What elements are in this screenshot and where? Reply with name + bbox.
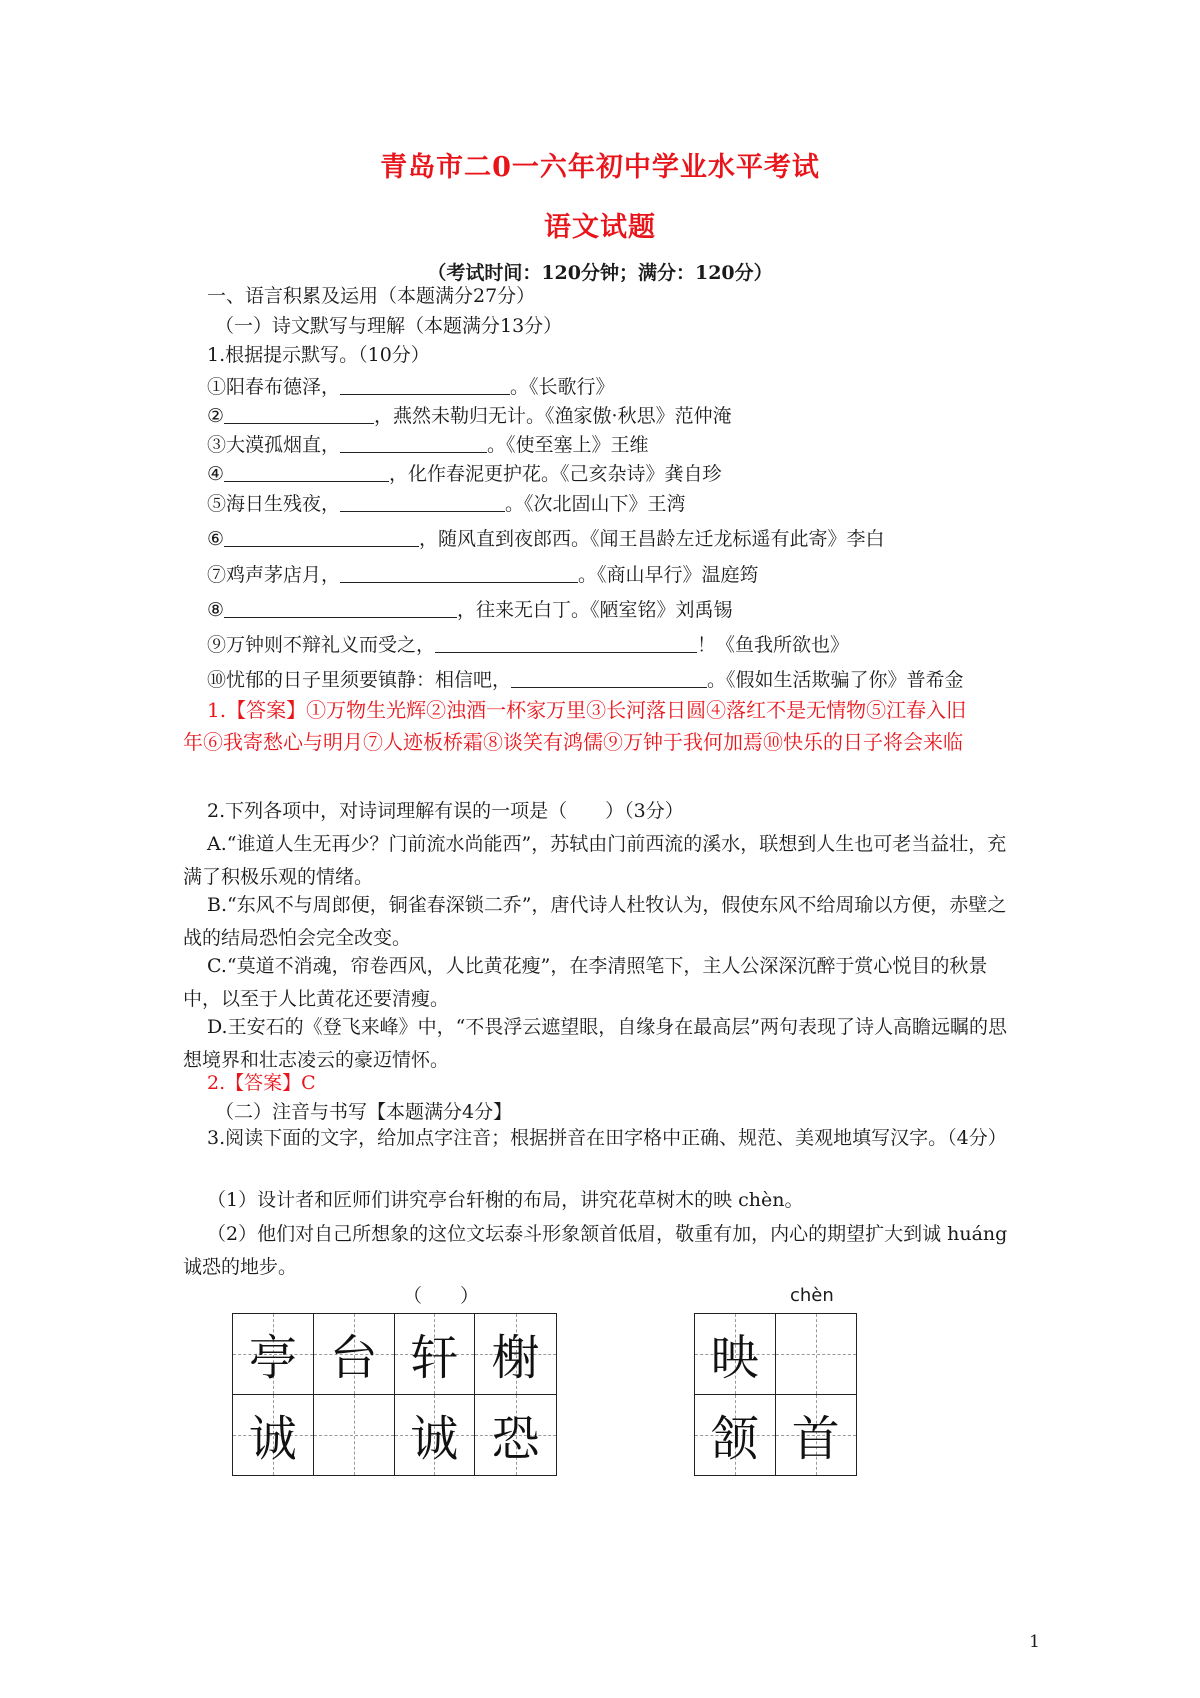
grid-cell: 榭 <box>475 1314 556 1395</box>
q1-answer: 1.【答案】①万物生光辉②浊酒一杯家万里③长河落日圆④落红不是无情物⑤江春入旧 <box>207 698 967 722</box>
q2-option-a: A.“谁道人生无再少？门前流水尚能西”，苏轼由门前西流的溪水，联想到人生也可老当益壮，充满了积极乐观的情绪。 <box>183 833 1007 888</box>
answer-blank[interactable] <box>224 528 419 547</box>
grid-cell: 亭 <box>233 1314 314 1395</box>
q2-option-d: D.王安石的《登飞来峰》中，“不畏浮云遮望眼，自缘身在最高层”两句表现了诗人高瞻远瞩的思想境界和壮志凌云的豪迈情怀。 <box>183 1016 1008 1071</box>
grid-cell: 首 <box>776 1395 857 1476</box>
grid-cell: 诚 <box>233 1395 314 1476</box>
q2-option-b: B.“东风不与周郎便，铜雀春深锁二乔”，唐代诗人杜牧认为，假使东风不给周瑜以方便，赤壁之战的结局恐怕会完全改变。 <box>183 894 1007 949</box>
grid-cell-empty[interactable] <box>314 1395 395 1476</box>
answer-blank[interactable] <box>340 493 505 512</box>
q1-item: ①阳春布德泽， 。《长歌行》 <box>207 376 615 398</box>
answer-blank[interactable] <box>224 599 457 618</box>
answer-blank[interactable] <box>340 434 487 453</box>
answer-blank[interactable] <box>435 634 697 653</box>
q1-item: ⑨万钟则不辩礼义而受之， ！《鱼我所欲也》 <box>207 634 850 656</box>
exam-title: 青岛市二0一六年初中学业水平考试 <box>380 152 820 183</box>
q2-prompt: 2.下列各项中，对诗词理解有误的一项是（ ）（3分） <box>207 800 684 822</box>
grid-cell: 颔 <box>695 1395 776 1476</box>
grid-cell: 台 <box>314 1314 395 1395</box>
q1-item: ⑤海日生残夜， 。《次北固山下》王湾 <box>207 493 686 515</box>
grid-cell: 轩 <box>395 1314 476 1395</box>
q2-option-c: C.“莫道不消魂，帘卷西风，人比黄花瘦”，在李清照笔下，主人公深深沉醉于赏心悦目的秋景中，以至于人比黄花还要清瘦。 <box>183 955 988 1010</box>
answer-blank[interactable] <box>340 564 578 583</box>
answer-blank[interactable] <box>224 463 389 482</box>
q1-prompt: 1.根据提示默写。（10分） <box>207 344 430 366</box>
pinyin-label: chèn <box>790 1285 834 1306</box>
part1-heading: （一）诗文默写与理解（本题满分13分） <box>215 315 563 337</box>
q2-answer: 2.【答案】C <box>207 1072 316 1094</box>
grid-cell: 恐 <box>475 1395 556 1476</box>
grid-cell: 映 <box>695 1314 776 1395</box>
page-number: 1 <box>1029 1632 1040 1652</box>
answer-blank[interactable] <box>340 376 510 395</box>
tianzige-grid-right <box>694 1313 857 1476</box>
q3-sentence-1: （1）设计者和匠师们讲究亭台轩榭的布局，讲究花草树木的映 chèn。 <box>207 1189 804 1211</box>
subject-title: 语文试题 <box>544 212 656 243</box>
q1-item: ② ，燕然未勒归无计。《渔家傲·秋思》范仲淹 <box>207 405 732 427</box>
grid-cell: 诚 <box>395 1395 476 1476</box>
q3-sentence-2: （2）他们对自己所想象的这位文坛泰斗形象颔首低眉，敬重有加，内心的期望扩大到诚 huáng 诚恐的地步。 <box>183 1223 1008 1278</box>
q1-answer-cont: 年⑥我寄愁心与明月⑦人迹板桥霜⑧谈笑有鸿儒⑨万钟于我何加焉⑩快乐的日子将会来临 <box>183 730 963 754</box>
part2-heading: （二）注音与书写【本题满分4分】 <box>215 1101 513 1123</box>
q1-item: ⑥ ，随风直到夜郎西。《闻王昌龄左迁龙标遥有此寄》李白 <box>207 528 885 550</box>
q3-prompt: 3.阅读下面的文字，给加点字注音；根据拼音在田字格中正确、规范、美观地填写汉字。（4分） <box>207 1127 1007 1149</box>
answer-blank[interactable] <box>511 669 707 688</box>
q1-item: ④ ，化作春泥更护花。《己亥杂诗》龚自珍 <box>207 463 722 485</box>
tianzige-grid-left <box>232 1313 557 1476</box>
q1-item: ⑦鸡声茅店月， 。《商山早行》温庭筠 <box>207 564 759 586</box>
q1-item: ③大漠孤烟直， 。《使至塞上》王维 <box>207 434 649 456</box>
answer-blank[interactable] <box>224 405 374 424</box>
section-heading: 一、语言积累及运用（本题满分27分） <box>207 285 536 307</box>
grid-cell-empty[interactable] <box>776 1314 857 1395</box>
q1-item: ⑩忧郁的日子里须要镇静：相信吧， 。《假如生活欺骗了你》普希金 <box>207 669 964 691</box>
pinyin-answer-slot[interactable]: （ ） <box>403 1285 480 1307</box>
exam-info: （考试时间：120分钟；满分：120分） <box>427 262 773 284</box>
q1-item: ⑧ ，往来无白丁。《陋室铭》刘禹锡 <box>207 599 733 621</box>
